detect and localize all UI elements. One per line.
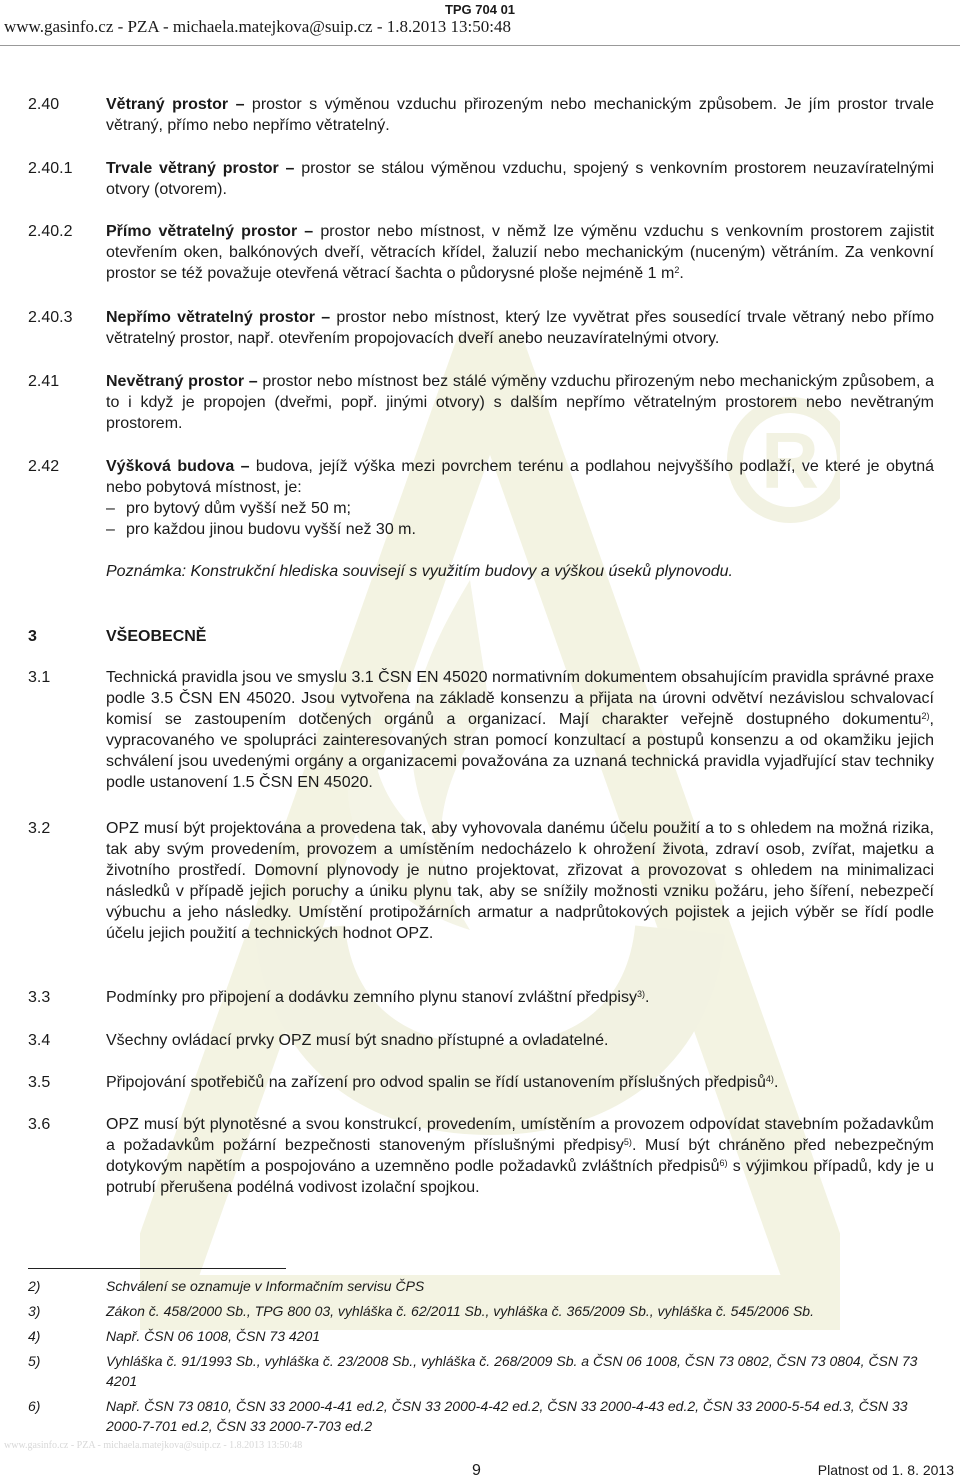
clause-number: 2.41 (28, 373, 60, 390)
clause-text: Podmínky pro připojení a dodávku zemního plynu stanoví zvláštní předpisy (106, 989, 637, 1006)
clause-text: OPZ musí být projektována a provedena tak, aby vyhovovala danému účelu použití a to s ohledem na možná rizika, tak aby svým provedením, provozem a umístěním nedocházelo k ohrožení života, zdraví osob, zvířat, majetku a životního prostředí. Domovní plynovody je nutno projektovat, zřizovat a provozovat s ohledem na minimalizaci následků v případě jejich poruchy a úniku plynu tak, aby se snížily možnosti vzniku požáru, jeho šíření, nebezpečí výbuchu a jeho následky. Umístění protipožárních armatur a nadprůtokových pojistek a jejich výběr se řídí podle účelu jejich použití a technických hodnot OPZ. (106, 820, 934, 942)
clause-number: 3.2 (28, 820, 51, 837)
section-title: VŠEOBECNĚ (106, 628, 207, 645)
term-separator: – (234, 458, 256, 475)
list-item: – pro bytový dům vyšší než 50 m; (106, 500, 351, 517)
term-separator: – (297, 223, 321, 240)
term: Výšková budova (106, 458, 235, 475)
term: Nepřímo větratelný prostor (106, 309, 315, 326)
source-line: www.gasinfo.cz - PZA - michaela.matejkova@suip.cz - 1.8.2013 13:50:48 (4, 17, 511, 36)
clause-text: , vypracovaného ve spolupráci zainteresovaných stran pomocí konzultací a postupů konsenzu a od okamžiku jejich schválení jsou uvedenými orgány a organizacemi považována za uznaná technická pravidla vyjadřující stav techniky podle ustanovení 1.5 ČSN EN 45020. (106, 711, 934, 791)
footnote-ref: 3) (636, 989, 645, 999)
clause-number: 3.5 (28, 1074, 51, 1091)
footnote-number: 3) (28, 1303, 41, 1319)
clause-number: 2.40 (28, 96, 60, 113)
definition-text: prostor nebo místnost bez stálé výměny vzduchu přirozeným nebo mechanickým způsobem, a to i když je propojen (dveřmi, popř. jinými otvory) s dalším nepřímo větratelným prostorem nebo nevětraným prostorem. (106, 373, 934, 432)
list-item-text: pro každou jinou budovu vyšší než 30 m. (126, 521, 416, 538)
validity-date: Platnost od 1. 8. 2013 (817, 1462, 954, 1478)
footnote-number: 5) (28, 1353, 41, 1369)
clause-number: 2.40.2 (28, 223, 73, 240)
clause-text: OPZ musí být plynotěsné a svou konstrukcí, provedením, umístěním a provozem odpovídat stavebním požadavkům a požadavkům požární bezpečnosti stanoveným příslušnými předpisy (106, 1116, 934, 1154)
superscript: 2 (674, 265, 680, 275)
footnote-ref: 2) (921, 711, 930, 721)
term: Přímo větratelný prostor (106, 223, 298, 240)
svg-text:R: R (761, 416, 819, 505)
page-number: 9 (472, 1462, 481, 1479)
footnote-text: Např. ČSN 73 0810, ČSN 33 2000-4-41 ed.2, ČSN 33 2000-4-42 ed.2, ČSN 33 2000-4-43 ed.2, ČSN 33 2000-5-54 ed.3, ČSN 33 2000-7-701 ed.2, ČSN 33 2000-7-703 ed.2 (106, 1398, 908, 1434)
clause-text: s výjimkou případů, kdy je u potrubí přerušena podélná vodivost izolační spojkou. (106, 1158, 934, 1196)
list-item: – pro každou jinou budovu vyšší než 30 m. (106, 521, 416, 538)
term-separator: – (314, 309, 337, 326)
term: Větraný prostor (106, 96, 229, 113)
definition-text: prostor se stálou výměnou vzduchu, spojený s venkovním prostorem neuzavíratelnými otvory (otvorem). (106, 160, 934, 198)
term-separator: – (278, 160, 302, 177)
note: Poznámka: Konstrukční hlediska souvisejí s využitím budovy a výškou úseků plynovodu. (106, 563, 733, 580)
footnote-number: 2) (28, 1278, 41, 1294)
footnote-ref: 4) (765, 1074, 774, 1084)
clause-number: 3.4 (28, 1032, 51, 1049)
definition-text: prostor s výměnou vzduchu přirozeným nebo mechanickým způsobem. Je jím prostor trvale větraný, přímo nebo nepřímo větratelný. (106, 96, 935, 134)
clause-text: Všechny ovládací prvky OPZ musí být snadno přístupné a ovladatelné. (106, 1032, 609, 1049)
footnote-ref: 6) (719, 1158, 728, 1168)
term: Nevětraný prostor (106, 373, 245, 390)
clause-text: Připojování spotřebičů na zařízení pro odvod spalin se řídí ustanovením příslušných předpisů (106, 1074, 766, 1091)
term-separator: – (244, 373, 263, 390)
clause-number: 3.1 (28, 669, 51, 686)
term: Trvale větraný prostor (106, 160, 279, 177)
footnote-text: Např. ČSN 06 1008, ČSN 73 4201 (106, 1328, 321, 1344)
clause-text: . (773, 1074, 779, 1091)
footnote-number: 4) (28, 1328, 41, 1344)
footnote-ref: 5) (623, 1137, 632, 1147)
definition-text: prostor nebo místnost, v němž lze výměnu vzduchu s venkovním prostorem zajistit otevřením oken, balkónových dveří, větracích křídel, žaluzií nebo mechanickým (nuceným) větráním. Za venkovní prostor se též považuje otevřená větrací šachta o půdorysné ploše nejméně 1 m (106, 223, 935, 282)
faint-source-line: www.gasinfo.cz - PZA - michaela.matejkova@suip.cz - 1.8.2013 13:50:48 (4, 1440, 303, 1451)
definition-tail: . (679, 265, 684, 282)
footnote-rule (28, 1268, 286, 1269)
footnote-text: Vyhláška č. 91/1993 Sb., vyhláška č. 23/2008 Sb., vyhláška č. 268/2009 Sb. a ČSN 06 1008, ČSN 73 0802, ČSN 73 0804, ČSN 73 4201 (106, 1353, 918, 1389)
clause-text: . (644, 989, 650, 1006)
clause-text: Technická pravidla jsou ve smyslu 3.1 ČSN EN 45020 normativním dokumentem obsahujícím pravidla správné praxe podle 3.5 ČSN EN 45020. Jsou vytvořena na základě konsenzu a přijata na úrovni odvětví nezávislou schvalovací komisí se zastoupením dotčených orgánů a organizací. Mají charakter veřejně dostupného dokumentu (106, 669, 934, 728)
definition-text: budova, jejíž výška mezi povrchem terénu a podlahou nejvyššího podlaží, ve které je obytná nebo pobytová místnost, je: (106, 458, 934, 496)
clause-number: 2.40.1 (28, 160, 73, 177)
clause-number: 3.6 (28, 1116, 51, 1133)
clause-text: . Musí být chráněno před nebezpečným dotykovým napětím a pospojováno a uzemněno podle požadavků zvláštních předpisů (106, 1137, 934, 1175)
section-number: 3 (28, 628, 37, 645)
definition-text: prostor nebo místnost, který lze vyvětrat přes sousedící trvale větraný nebo přímo větratelný prostor, např. otevřením propojovacích dveří anebo neuzavíratelnými otvory. (106, 309, 935, 347)
footnote-number: 6) (28, 1398, 41, 1414)
term-separator: – (228, 96, 252, 113)
list-item-text: pro bytový dům vyšší než 50 m; (126, 500, 351, 517)
header-rule (0, 45, 960, 46)
footnote-text: Zákon č. 458/2000 Sb., TPG 800 03, vyhláška č. 62/2011 Sb., vyhláška č. 365/2009 Sb., vyhláška č. 545/2006 Sb. (106, 1303, 814, 1319)
clause-number: 2.42 (28, 458, 60, 475)
clause-number: 3.3 (28, 989, 51, 1006)
document-code: TPG 704 01 (444, 2, 516, 17)
clause-number: 2.40.3 (28, 309, 73, 326)
footnote-text: Schválení se oznamuje v Informačním servisu ČPS (106, 1278, 425, 1294)
